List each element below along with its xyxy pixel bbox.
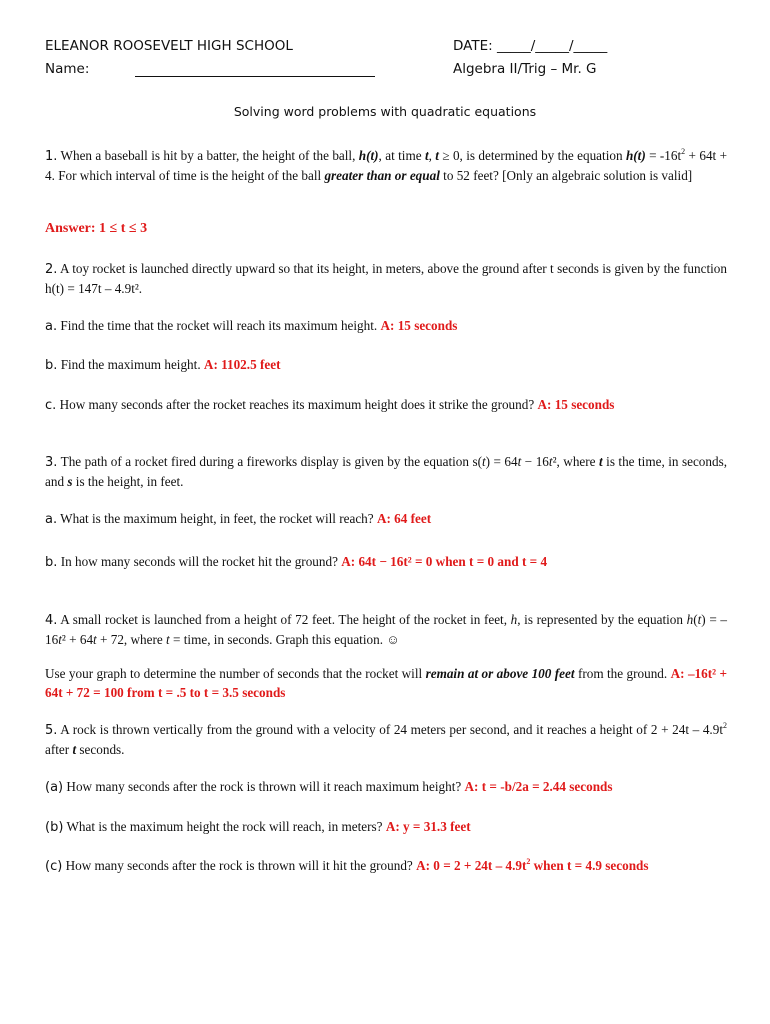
part-label: c. bbox=[45, 398, 57, 413]
school-name: ELEANOR ROOSEVELT HIGH SCHOOL bbox=[45, 38, 293, 54]
exponent: 2 bbox=[723, 720, 727, 730]
answer: A: 15 seconds bbox=[380, 318, 458, 333]
answer: A: 64 feet bbox=[376, 511, 432, 526]
variable: t bbox=[424, 148, 429, 163]
problem-2 bbox=[45, 259, 727, 298]
answer: when t = 4.9 seconds bbox=[530, 858, 649, 873]
problem-text: is the time, in seconds, and bbox=[45, 454, 728, 489]
problem-number: 1. bbox=[45, 149, 58, 164]
answer: A: 64t − 16t² = 0 when t = 0 and t = 4 bbox=[341, 554, 548, 569]
course-label: Algebra II/Trig – Mr. G bbox=[453, 61, 597, 77]
problem-text: from the ground. bbox=[574, 666, 671, 681]
problem-number: 3. bbox=[45, 455, 58, 470]
variable: h bbox=[510, 612, 518, 627]
variable: s bbox=[67, 474, 73, 489]
emphasis: greater than or equal bbox=[324, 168, 440, 183]
part-label: a. bbox=[45, 319, 58, 334]
exponent: 2 bbox=[526, 856, 531, 866]
problem-text: + 64t + 4. For which interval of time is the height of the ball bbox=[45, 148, 728, 183]
equation: ) = –16 bbox=[45, 612, 727, 647]
date-field: DATE: _____/_____/_____ bbox=[453, 38, 608, 54]
variable: t bbox=[435, 148, 439, 163]
function-name: h(t) bbox=[358, 148, 379, 163]
variable: t bbox=[481, 454, 486, 469]
problem-text: A toy rocket is launched directly upward so that its height, in meters, above the ground after t seconds is given by the function h(t) = 147t – 4.9t². bbox=[45, 261, 727, 296]
problem-text: ², where bbox=[552, 454, 599, 469]
answer: A: 0 = 2 + 24t – 4.9t bbox=[416, 858, 527, 873]
function-name: h(t) bbox=[625, 148, 646, 163]
answer: A: y = 31.3 feet bbox=[385, 819, 471, 834]
problem-2b bbox=[45, 355, 727, 375]
problem-4-followup bbox=[45, 664, 727, 702]
question: What is the maximum height, in feet, the rocket will reach? bbox=[57, 511, 377, 526]
answer: Answer: 1 ≤ t ≤ 3 bbox=[45, 221, 148, 236]
problem-3b bbox=[45, 552, 727, 572]
problem-number: 5. bbox=[45, 723, 58, 738]
variable: t bbox=[166, 632, 170, 647]
name-label: Name: bbox=[45, 61, 90, 77]
problem-text: , bbox=[428, 148, 436, 163]
emphasis: remain at or above 100 feet bbox=[425, 666, 575, 681]
part-label: (c) bbox=[45, 859, 63, 874]
variable: t bbox=[697, 612, 702, 627]
problem-text: , is represented by the equation bbox=[517, 612, 687, 627]
question: Find the maximum height. bbox=[57, 357, 204, 372]
problem-1 bbox=[45, 146, 727, 185]
variable: h bbox=[686, 612, 694, 627]
variable: t bbox=[599, 454, 603, 469]
problem-text: A rock is thrown vertically from the ground with a velocity of 24 meters per second, and it reaches a height of 2 + 24t – 4.9t bbox=[57, 722, 723, 737]
problem-5b bbox=[45, 817, 727, 837]
answer: A: –16t² + 64t + 72 = 100 from t = .5 to t = 3.5 seconds bbox=[45, 666, 727, 700]
question: Find the time that the rocket will reach its maximum height. bbox=[57, 318, 381, 333]
problem-number: 2. bbox=[45, 262, 58, 277]
part-label: b. bbox=[45, 358, 58, 373]
variable: t bbox=[93, 632, 97, 647]
part-label: b. bbox=[45, 555, 58, 570]
question: How many seconds after the rock is thrown will it hit the ground? bbox=[62, 858, 417, 873]
question: What is the maximum height the rock will reach, in meters? bbox=[63, 819, 386, 834]
equation: ² + 64 bbox=[61, 632, 94, 647]
answer: A: t = -b/2a = 2.44 seconds bbox=[464, 779, 613, 794]
problem-text: seconds. bbox=[76, 742, 125, 757]
equation: − 16 bbox=[521, 454, 549, 469]
problem-text: + 72, where bbox=[96, 632, 167, 647]
problem-2a bbox=[45, 316, 727, 336]
part-label: a. bbox=[45, 512, 58, 527]
equation: ) = 64 bbox=[485, 454, 518, 469]
problem-5 bbox=[45, 720, 727, 759]
problem-text: after bbox=[45, 742, 73, 757]
question: In how many seconds will the rocket hit the ground? bbox=[57, 554, 342, 569]
problem-text: to 52 feet? [Only an algebraic solution is valid] bbox=[439, 168, 693, 183]
answer: A: 1102.5 feet bbox=[203, 357, 281, 372]
problem-3 bbox=[45, 452, 727, 491]
worksheet-title: Solving word problems with quadratic equations bbox=[233, 104, 537, 119]
problem-text: = time, in seconds. Graph this equation. ☺ bbox=[169, 632, 400, 647]
problem-5c bbox=[45, 856, 727, 876]
variable: t bbox=[58, 632, 62, 647]
variable: t bbox=[72, 742, 77, 757]
problem-2c bbox=[45, 395, 727, 415]
variable: t bbox=[517, 454, 522, 469]
equation: ( bbox=[693, 612, 698, 627]
question: How many seconds after the rocket reaches its maximum height does it strike the ground? bbox=[56, 397, 538, 412]
problem-number: 4. bbox=[45, 613, 58, 628]
problem-3a bbox=[45, 509, 727, 529]
problem-text: When a baseball is hit by a batter, the height of the ball, bbox=[57, 148, 359, 163]
exponent: 2 bbox=[681, 146, 686, 156]
problem-text: A small rocket is launched from a height of 72 feet. The height of the rocket in feet, bbox=[57, 612, 511, 627]
equation: = -16t bbox=[645, 148, 682, 163]
problem-text: is the height, in feet. bbox=[72, 474, 184, 489]
variable: t bbox=[548, 454, 553, 469]
problem-4 bbox=[45, 610, 727, 649]
answer: A: 15 seconds bbox=[537, 397, 615, 412]
problem-text: Use your graph to determine the number of seconds that the rocket will bbox=[45, 666, 426, 681]
part-label: (b) bbox=[45, 820, 64, 835]
problem-1-answer bbox=[45, 219, 727, 238]
question: How many seconds after the rock is thrown will it reach maximum height? bbox=[63, 779, 465, 794]
name-blank-line bbox=[135, 76, 375, 77]
problem-text: The path of a rocket fired during a fireworks display is given by the equation s( bbox=[57, 454, 482, 469]
problem-text: , at time bbox=[378, 148, 425, 163]
problem-5a bbox=[45, 777, 727, 797]
problem-text: ≥ 0, is determined by the equation bbox=[438, 148, 626, 163]
part-label: (a) bbox=[45, 780, 64, 795]
